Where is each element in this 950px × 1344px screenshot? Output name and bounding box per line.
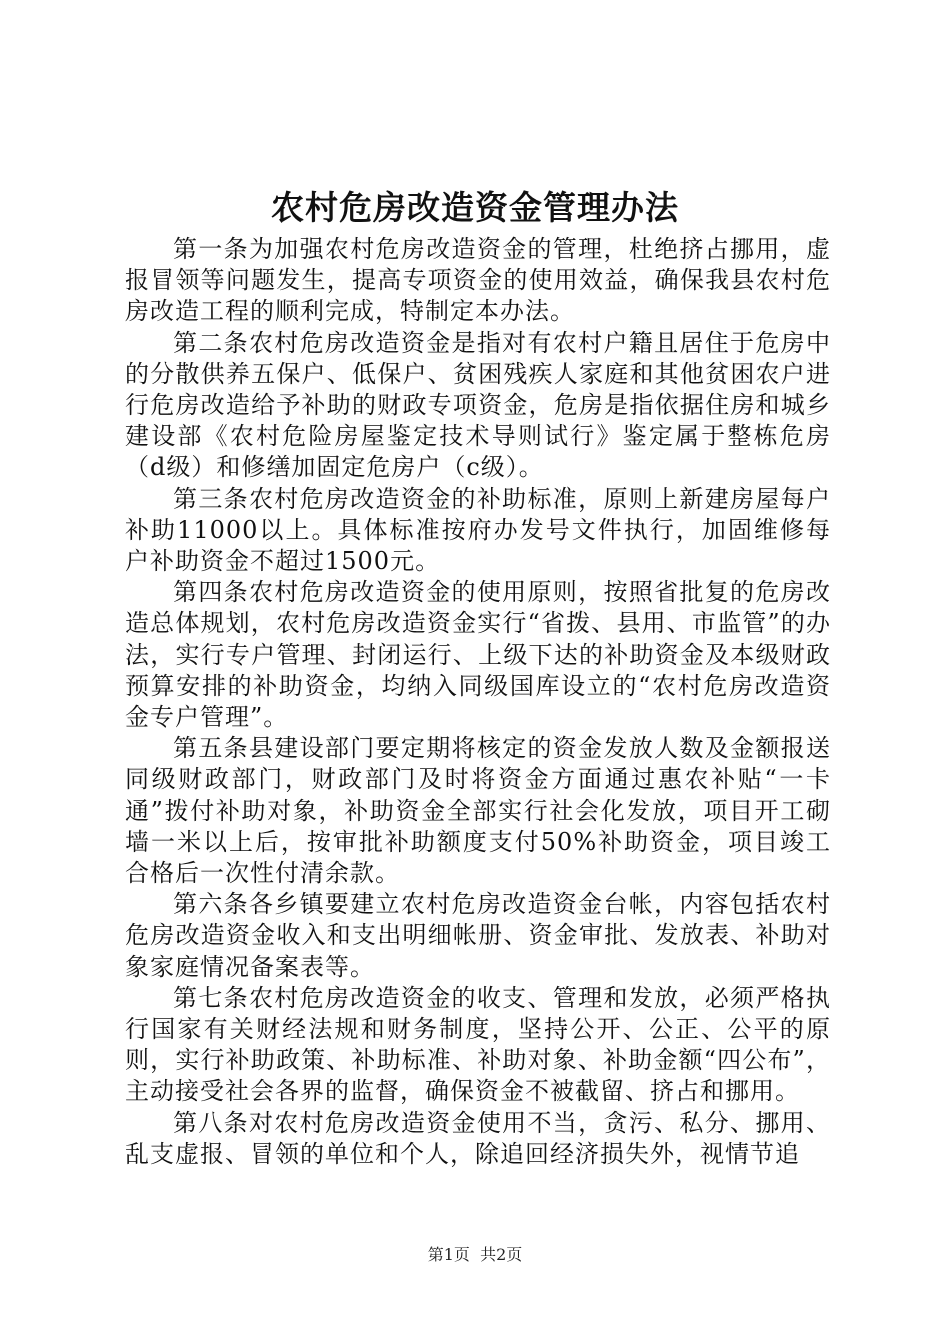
- article-8-paragraph: 第八条对农村危房改造资金使用不当，贪污、私分、挪用、乱支虚报、冒领的单位和个人，除追回经济损失外，视情节追: [125, 1108, 831, 1168]
- page-number: 第1页: [427, 1245, 470, 1264]
- article-3-paragraph: 第三条农村危房改造资金的补助标准，原则上新建房屋每户补助11000以上。具体标准按府办发号文件执行，加固维修每户补助资金不超过1500元。: [125, 484, 831, 576]
- article-4-paragraph: 第四条农村危房改造资金的使用原则，按照省批复的危房改造总体规划，农村危房改造资金实行“省拨、县用、市监管”的办法，实行专户管理、封闭运行、上级下达的补助资金及本级财政预算安排的补助资金，均纳入同级国库设立的“农村危房改造资金专户管理”。: [125, 578, 831, 732]
- article-6-paragraph: 第六条各乡镇要建立农村危房改造资金台帐，内容包括农村危房改造资金收入和支出明细帐册、资金审批、发放表、补助对象家庭情况备案表等。: [125, 890, 831, 981]
- footer-separator: [470, 1245, 480, 1264]
- document-body: [125, 234, 831, 1170]
- article-1-paragraph: 第一条为加强农村危房改造资金的管理，杜绝挤占挪用，虚报冒领等问题发生，提高专项资金的使用效益，确保我县农村危房改造工程的顺利完成，特制定本办法。: [125, 235, 831, 326]
- page-total: 共2页: [480, 1245, 523, 1264]
- article-5-paragraph: 第五条县建设部门要定期将核定的资金发放人数及金额报送同级财政部门，财政部门及时将资金方面通过惠农补贴“一卡通”拨付补助对象，补助资金全部实行社会化发放，项目开工砌墙一米以上后，按审批补助额度支付50%补助资金，项目竣工合格后一次性付清余款。: [125, 734, 831, 888]
- page-footer: [0, 1245, 950, 1265]
- document-title: 农村危房改造资金管理办法: [271, 188, 679, 227]
- article-2-paragraph: 第二条农村危房改造资金是指对有农村户籍且居住于危房中的分散供养五保户、低保户、贫困残疾人家庭和其他贫困农户进行危房改造给予补助的财政专项资金，危房是指依据住房和城乡建设部《农村危险房屋鉴定技术导则试行》鉴定属于整栋危房（d级）和修缮加固定危房户（c级）。: [125, 328, 831, 482]
- article-7-paragraph: 第七条农村危房改造资金的收支、管理和发放，必须严格执行国家有关财经法规和财务制度，坚持公开、公正、公平的原则，实行补助政策、补助标准、补助对象、补助金额“四公布”，主动接受社会各界的监督，确保资金不被截留、挤占和挪用。: [125, 983, 831, 1106]
